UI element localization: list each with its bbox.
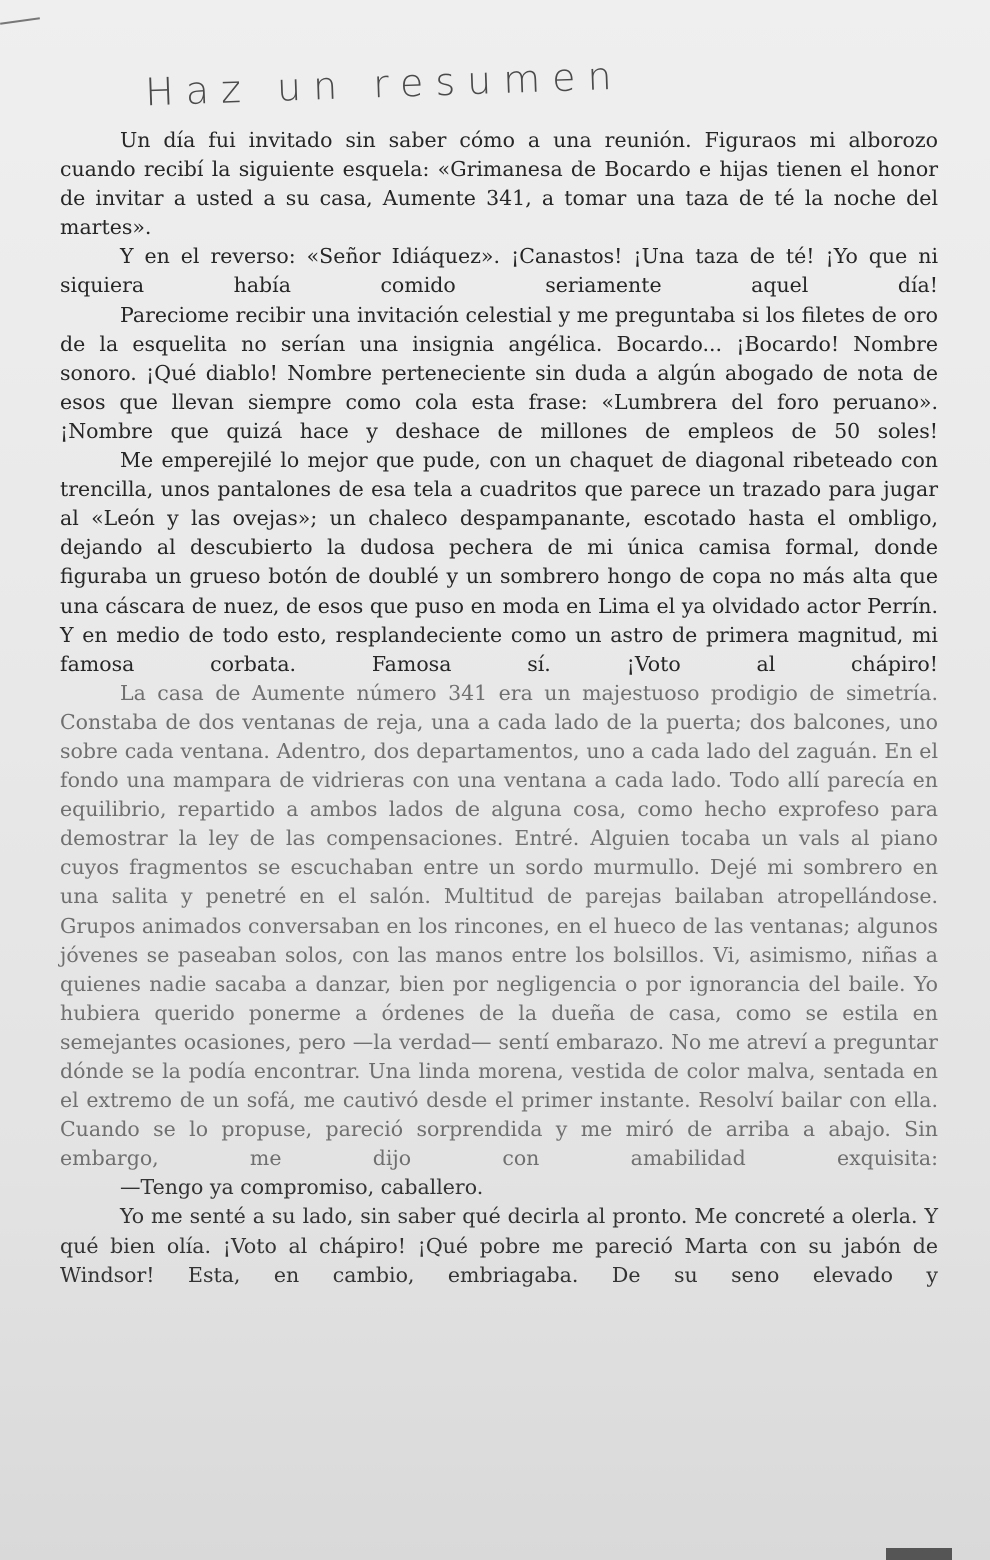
paragraph-5: La casa de Aumente número 341 era un majestuoso prodigio de simetría. Constaba de dos ventanas de reja, una a cada lado de la puerta; dos balcones, uno sobre cada ventana. Adentro, dos departamentos, uno a cada lado del zaguán. En el fondo una mampara de vidrieras con una ventana a cada lado. Todo allí parecía en equilibrio, repartido a ambos lados de alguna cosa, como hecho exprofeso para demostrar la ley de las compensaciones. Entré. Alguien tocaba un vals al piano cuyos fragmentos se escuchaban entre un sordo murmullo. Dejé mi sombrero en una salita y penetré en el salón. Multitud de parejas bailaban atropellándose. Grupos animados conversaban en los rincones, en el hueco de las ventanas; algunos jóvenes se paseaban solos, con las manos entre los bolsillos. Vi, asimismo, niñas a quienes nadie sacaba a danzar, bien por negligencia o por ignorancia del baile. Yo hubiera querido ponerme a órdenes de la dueña de casa, como se estila en semejantes ocasiones, pero —la verdad— sentí embarazo. No me atreví a preguntar dónde se la podía encontrar. Una linda morena, vestida de color malva, sentada en el extremo de un sofá, me cautivó desde el primer instante. Resolví bailar con ella. Cuando se lo propuse, pareció sorprendida y me miró de arriba a abajo. Sin embargo, me dijo con amabilidad exquisita: (60, 680, 938, 1171)
corner-mark (0, 17, 40, 25)
paragraph-1: Un día fui invitado sin saber cómo a una reunión. Figuraos mi alborozo cuando recibí la siguiente esquela: «Grimanesa de Bocardo e hijas tienen el honor de invitar a usted a su casa, Aumente 341, a tomar una taza de té la noche del martes». (60, 128, 938, 240)
paragraph-2: Y en el reverso: «Señor Idiáquez». ¡Canastos! ¡Una taza de té! ¡Yo que ni siquiera había comido seriamente aquel día! (60, 244, 938, 298)
corner-stamp (886, 1548, 952, 1560)
paragraph-7: Yo me senté a su lado, sin saber qué decirla al pronto. Me concreté a olerla. Y qué bien olía. ¡Voto al chápiro! ¡Qué pobre me pareció Marta con su jabón de Windsor! Esta, en cambio, embriagaba. De su seno elevado y (60, 1204, 938, 1287)
paragraph-6: —Tengo ya compromiso, caballero. (120, 1175, 484, 1200)
paragraph-4: Me emperejilé lo mejor que pude, con un chaquet de diagonal ribeteado con trencilla, unos pantalones de esa tela a cuadritos que parece un trazado para jugar al «León y las ovejas»; un chaleco despampanante, escotado hasta el ombligo, dejando al descubierto la dudosa pechera de mi única camisa formal, donde figuraba un grueso botón de doublé y un sombrero hongo de copa no más alta que una cáscara de nuez, de esos que puso en moda en Lima el ya olvidado actor Perrín. Y en medio de todo esto, resplandeciente como un astro de primera magnitud, mi famosa corbata. Famosa sí. ¡Voto al chápiro! (60, 448, 938, 676)
handwritten-note: Haz un resumen (144, 53, 625, 115)
paragraph-3: Pareciome recibir una invitación celestial y me preguntaba si los filetes de oro de la esquelita no serían una insignia angélica. Bocardo... ¡Bocardo! Nombre sonoro. ¡Qué diablo! Nombre perteneciente sin duda a algún abogado de nota de esos que llevan siempre como cola esta frase: «Lumbrera del foro peruano». ¡Nombre que quizá hace y deshace de millones de empleos de 50 soles! (60, 302, 938, 443)
story-text (60, 126, 938, 1290)
